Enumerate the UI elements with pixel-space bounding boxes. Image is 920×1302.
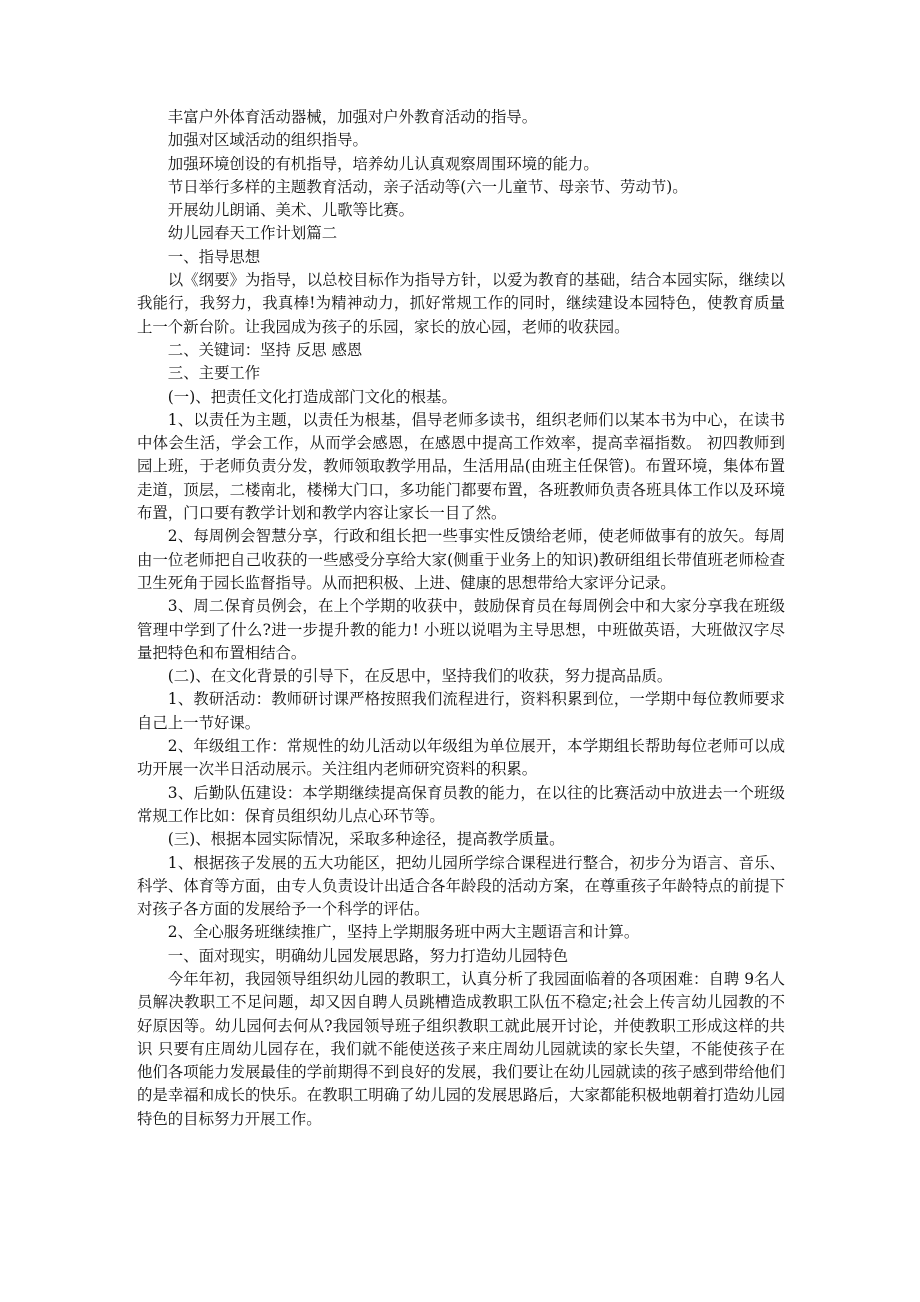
paragraph: 1、教研活动：教师研讨课严格按照我们流程进行，资料积累到位，一学期中每位教师要求自己上一节好课。 xyxy=(137,690,785,732)
paragraph: 今年年初，我园领导组织幼儿园的教职工，认真分析了我园面临着的各项困难：自聘 9名人员解决教职工不足问题，却又因自聘人员跳槽造成教职工队伍不稳定;社会上传言幼儿园教的不好原因等。幼儿园何去何从?我园领导班子组织教职工就此展开讨论，并使教职工形成这样的共识 只要有庄周幼儿园存在，我们就不能使送孩子来庄周幼儿园就读的家长失望，不能使孩子在他们各项能力发展最佳的学前期得不到良好的发展，我们要让在幼儿园就读的孩子感到带给他们的是幸福和成长的快乐。在教职工明确了幼儿园的发展思路后，大家都能积极地朝着打造幼儿园特色的目标努力开展工作。 xyxy=(137,969,785,1128)
subsection-heading: (一)、把责任文化打造成部门文化的根基。 xyxy=(167,387,457,406)
section-heading: 一、指导思想 xyxy=(167,247,261,266)
paragraph: 加强环境创设的有机指导，培养幼儿认真观察周围环境的能力。 xyxy=(167,154,599,173)
paragraph: 2、年级组工作：常规性的幼儿活动以年级组为单位展开，本学期组长帮助每位老师可以成功开展一次半日活动展示。关注组内老师研究资料的积累。 xyxy=(137,737,785,779)
paragraph: 丰富户外体育活动器械，加强对户外教育活动的指导。 xyxy=(167,108,538,126)
paragraph: 2、每周例会智慧分享，行政和组长把一些事实性反馈给老师，使老师做事有的放矢。每周由一位老师把自己收获的一些感受分享给大家(侧重于业务上的知识)教研组组长带值班老师检查卫生死角于园长监督指导。从而把积极、上进、健康的思想带给大家评分记录。 xyxy=(137,527,785,592)
section-heading: 一、面对现实，明确幼儿园发展思路，努力打造幼儿园特色 xyxy=(167,946,568,965)
paragraph: 加强对区域活动的组织指导。 xyxy=(167,131,368,150)
subsection-heading: (二)、在文化背景的引导下，在反思中，坚持我们的收获，努力提高品质。 xyxy=(167,667,673,686)
section-heading: 幼儿园春天工作计划篇二 xyxy=(167,224,338,243)
paragraph: 1、以责任为主题，以责任为根基，倡导老师多读书，组织老师们以某本书为中心，在读书中体会生活，学会工作，从而学会感恩，在感恩中提高工作效率，提高幸福指数。 初四教师到园上班，于老师负责分发，教师领取教学用品，生活用品(由班主任保管)。布置环境，集体布置走道，顶层，二楼南北，楼梯大门口，多功能门都要布置，各班教师负责各班具体工作以及环境布置，门口要有教学计划和教学内容让家长一目了然。 xyxy=(137,410,785,523)
paragraph: 2、全心服务班继续推广，坚持上学期服务班中两大主题语言和计算。 xyxy=(167,923,640,942)
paragraph: 节日举行多样的主题教育活动，亲子活动等(六一儿童节、母亲节、劳动节)。 xyxy=(167,177,688,196)
subsection-heading: (三)、根据本园实际情况，采取多种途径，提高教学质量。 xyxy=(167,830,565,849)
document-body xyxy=(137,106,785,1131)
paragraph: 3、周二保育员例会，在上个学期的收获中，鼓励保育员在每周例会中和大家分享我在班级管理中学到了什么?进一步提升教的能力! 小班以说唱为主导思想，中班做英语，大班做汉字尽量把特色和布置相结合。 xyxy=(137,597,785,662)
section-heading: 二、关键词：坚持 反思 感恩 xyxy=(167,340,363,359)
section-heading: 三、主要工作 xyxy=(167,364,261,383)
paragraph: 开展幼儿朗诵、美术、儿歌等比赛。 xyxy=(167,201,415,220)
paragraph: 3、后勤队伍建设：本学期继续提高保育员教的能力，在以往的比赛活动中放进去一个班级常规工作比如：保育员组织幼儿点心环节等。 xyxy=(137,783,785,825)
paragraph: 1、根据孩子发展的五大功能区，把幼儿园所学综合课程进行整合，初步分为语言、音乐、科学、体育等方面，由专人负责设计出适合各年龄段的活动方案，在尊重孩子年龄特点的前提下对孩子各方面的发展给予一个科学的评估。 xyxy=(137,853,785,919)
paragraph: 以《纲要》为指导，以总校目标作为指导方针，以爱为教育的基础，结合本园实际，继续以我能行，我努力，我真棒!为精神动力，抓好常规工作的同时，继续建设本园特色，使教育质量上一个新台阶。让我园成为孩子的乐园，家长的放心园，老师的收获园。 xyxy=(137,271,785,336)
